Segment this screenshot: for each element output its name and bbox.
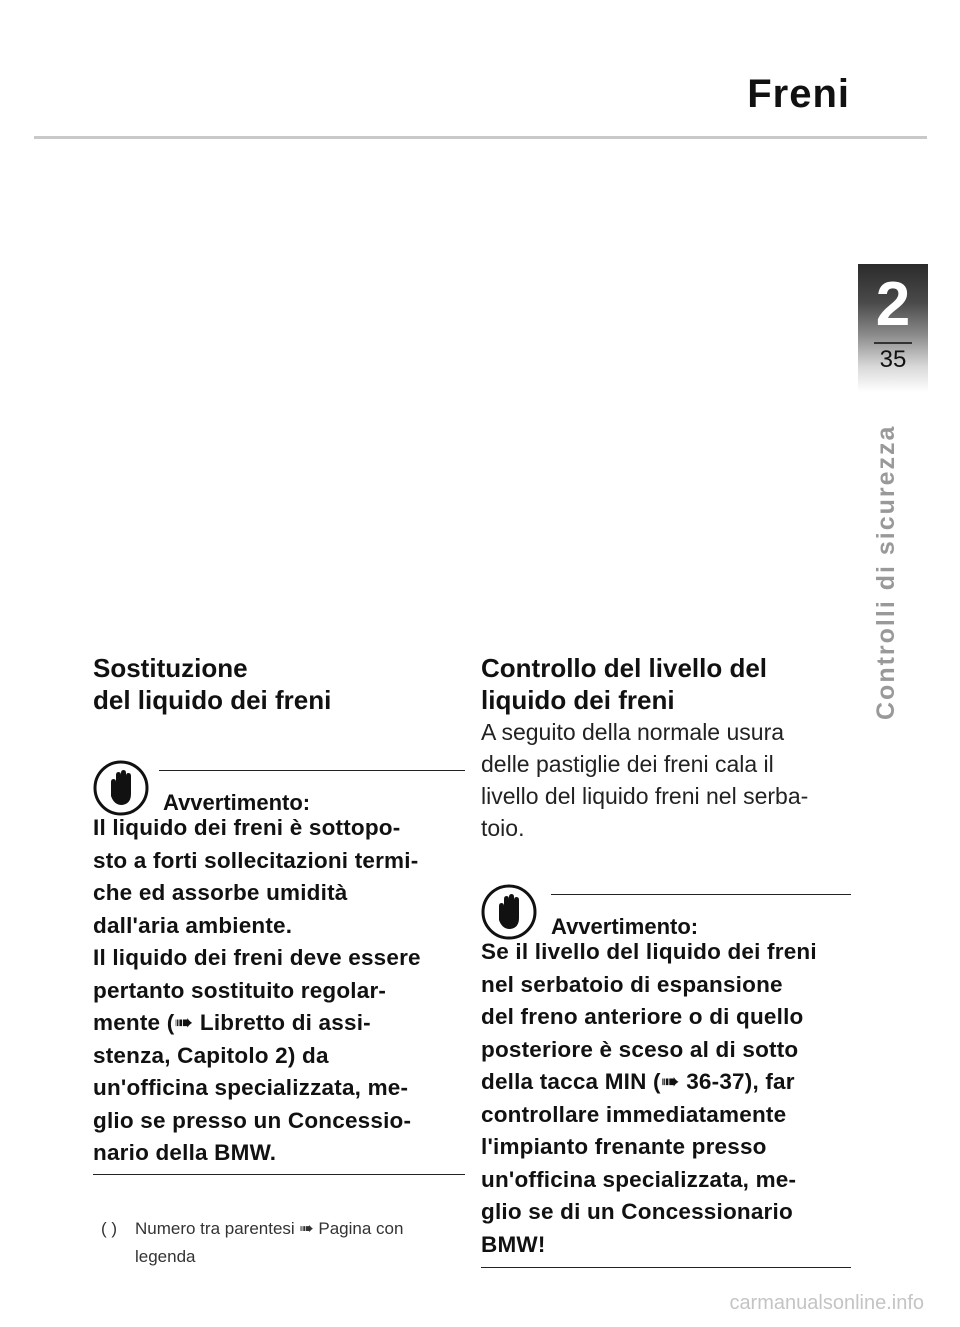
right-heading-line1: Controllo del livello del: [481, 653, 768, 683]
header-rule: [34, 136, 927, 139]
right-warning-line: BMW!: [481, 1231, 546, 1257]
left-warning-line: dall'aria ambiente.: [93, 912, 293, 938]
right-warning-line: un'officina specializzata, me-: [481, 1166, 797, 1192]
left-warning-line: nario della BMW.: [93, 1140, 277, 1165]
intro-line: livello del liquido freni nel serba-: [481, 783, 809, 809]
page-number: 35: [879, 346, 907, 373]
chapter-divider: [874, 342, 912, 344]
watermark: carmanualsonline.info: [729, 1292, 924, 1314]
left-warning-line: mente (➠ Libretto di assi-: [93, 1010, 371, 1035]
left-warning-header: [93, 760, 465, 816]
intro-line: A seguito della normale usura: [481, 719, 785, 745]
stop-hand-icon: [93, 760, 149, 816]
right-warning-line: nel serbatoio di espansione: [481, 971, 783, 997]
left-heading-line2: del liquido dei freni: [93, 685, 332, 715]
right-warning-text: [481, 936, 851, 1261]
footnote-paren: ( ): [101, 1218, 118, 1238]
stop-hand-icon: [481, 884, 537, 940]
intro-line: delle pastiglie dei freni cala il: [481, 751, 774, 777]
page-title: Freni: [747, 72, 850, 116]
right-intro-text: [481, 716, 851, 844]
warning-rule: [551, 894, 851, 895]
intro-line: toio.: [481, 815, 525, 841]
section-side-label: Controlli di sicurezza: [872, 424, 900, 720]
right-warning-header: [481, 884, 851, 940]
chapter-number: 2: [875, 270, 911, 339]
left-heading: [93, 652, 465, 716]
left-warning-bottom-rule: [93, 1174, 465, 1175]
footnote-line2: legenda: [135, 1246, 196, 1266]
right-heading: [481, 652, 851, 716]
right-warning-line: del freno anteriore o di quello: [481, 1004, 804, 1029]
warning-rule: [159, 770, 465, 771]
footnote: [93, 1215, 465, 1271]
right-warning-line: Se il livello del liquido dei freni: [481, 939, 817, 964]
left-warning-line: sto a forti sollecitazioni termi-: [93, 847, 419, 873]
left-warning-line: Il liquido dei freni deve essere: [93, 945, 421, 970]
right-warning-label: Avvertimento:: [551, 914, 699, 939]
right-warning-line: controllare immediatamente: [481, 1101, 787, 1127]
left-warning-text: [93, 812, 465, 1170]
left-heading-line1: Sostituzione: [93, 653, 248, 683]
left-warning-line: glio se presso un Concessio-: [93, 1107, 412, 1133]
right-warning-line: della tacca MIN (➠ 36-37), far: [481, 1069, 795, 1094]
right-warning-line: glio se di un Concessionario: [481, 1199, 793, 1224]
left-warning-label: Avvertimento:: [163, 790, 311, 815]
chapter-tab: [858, 264, 928, 392]
left-warning-line: stenza, Capitolo 2) da: [93, 1042, 329, 1068]
left-warning-line: un'officina specializzata, me-: [93, 1075, 409, 1100]
left-warning-line: pertanto sostituito regolar-: [93, 977, 387, 1003]
left-column: [93, 652, 465, 1271]
right-column: [481, 652, 851, 1268]
right-warning-bottom-rule: [481, 1267, 851, 1268]
right-heading-line2: liquido dei freni: [481, 685, 675, 715]
left-warning-line: che ed assorbe umidità: [93, 880, 348, 905]
right-warning-line: posteriore è sceso al di sotto: [481, 1036, 799, 1062]
left-warning-line: Il liquido dei freni è sottopo-: [93, 815, 401, 840]
right-warning-line: l'impianto frenante presso: [481, 1134, 767, 1159]
footnote-line1: Numero tra parentesi ➠ Pagina con: [135, 1218, 404, 1238]
